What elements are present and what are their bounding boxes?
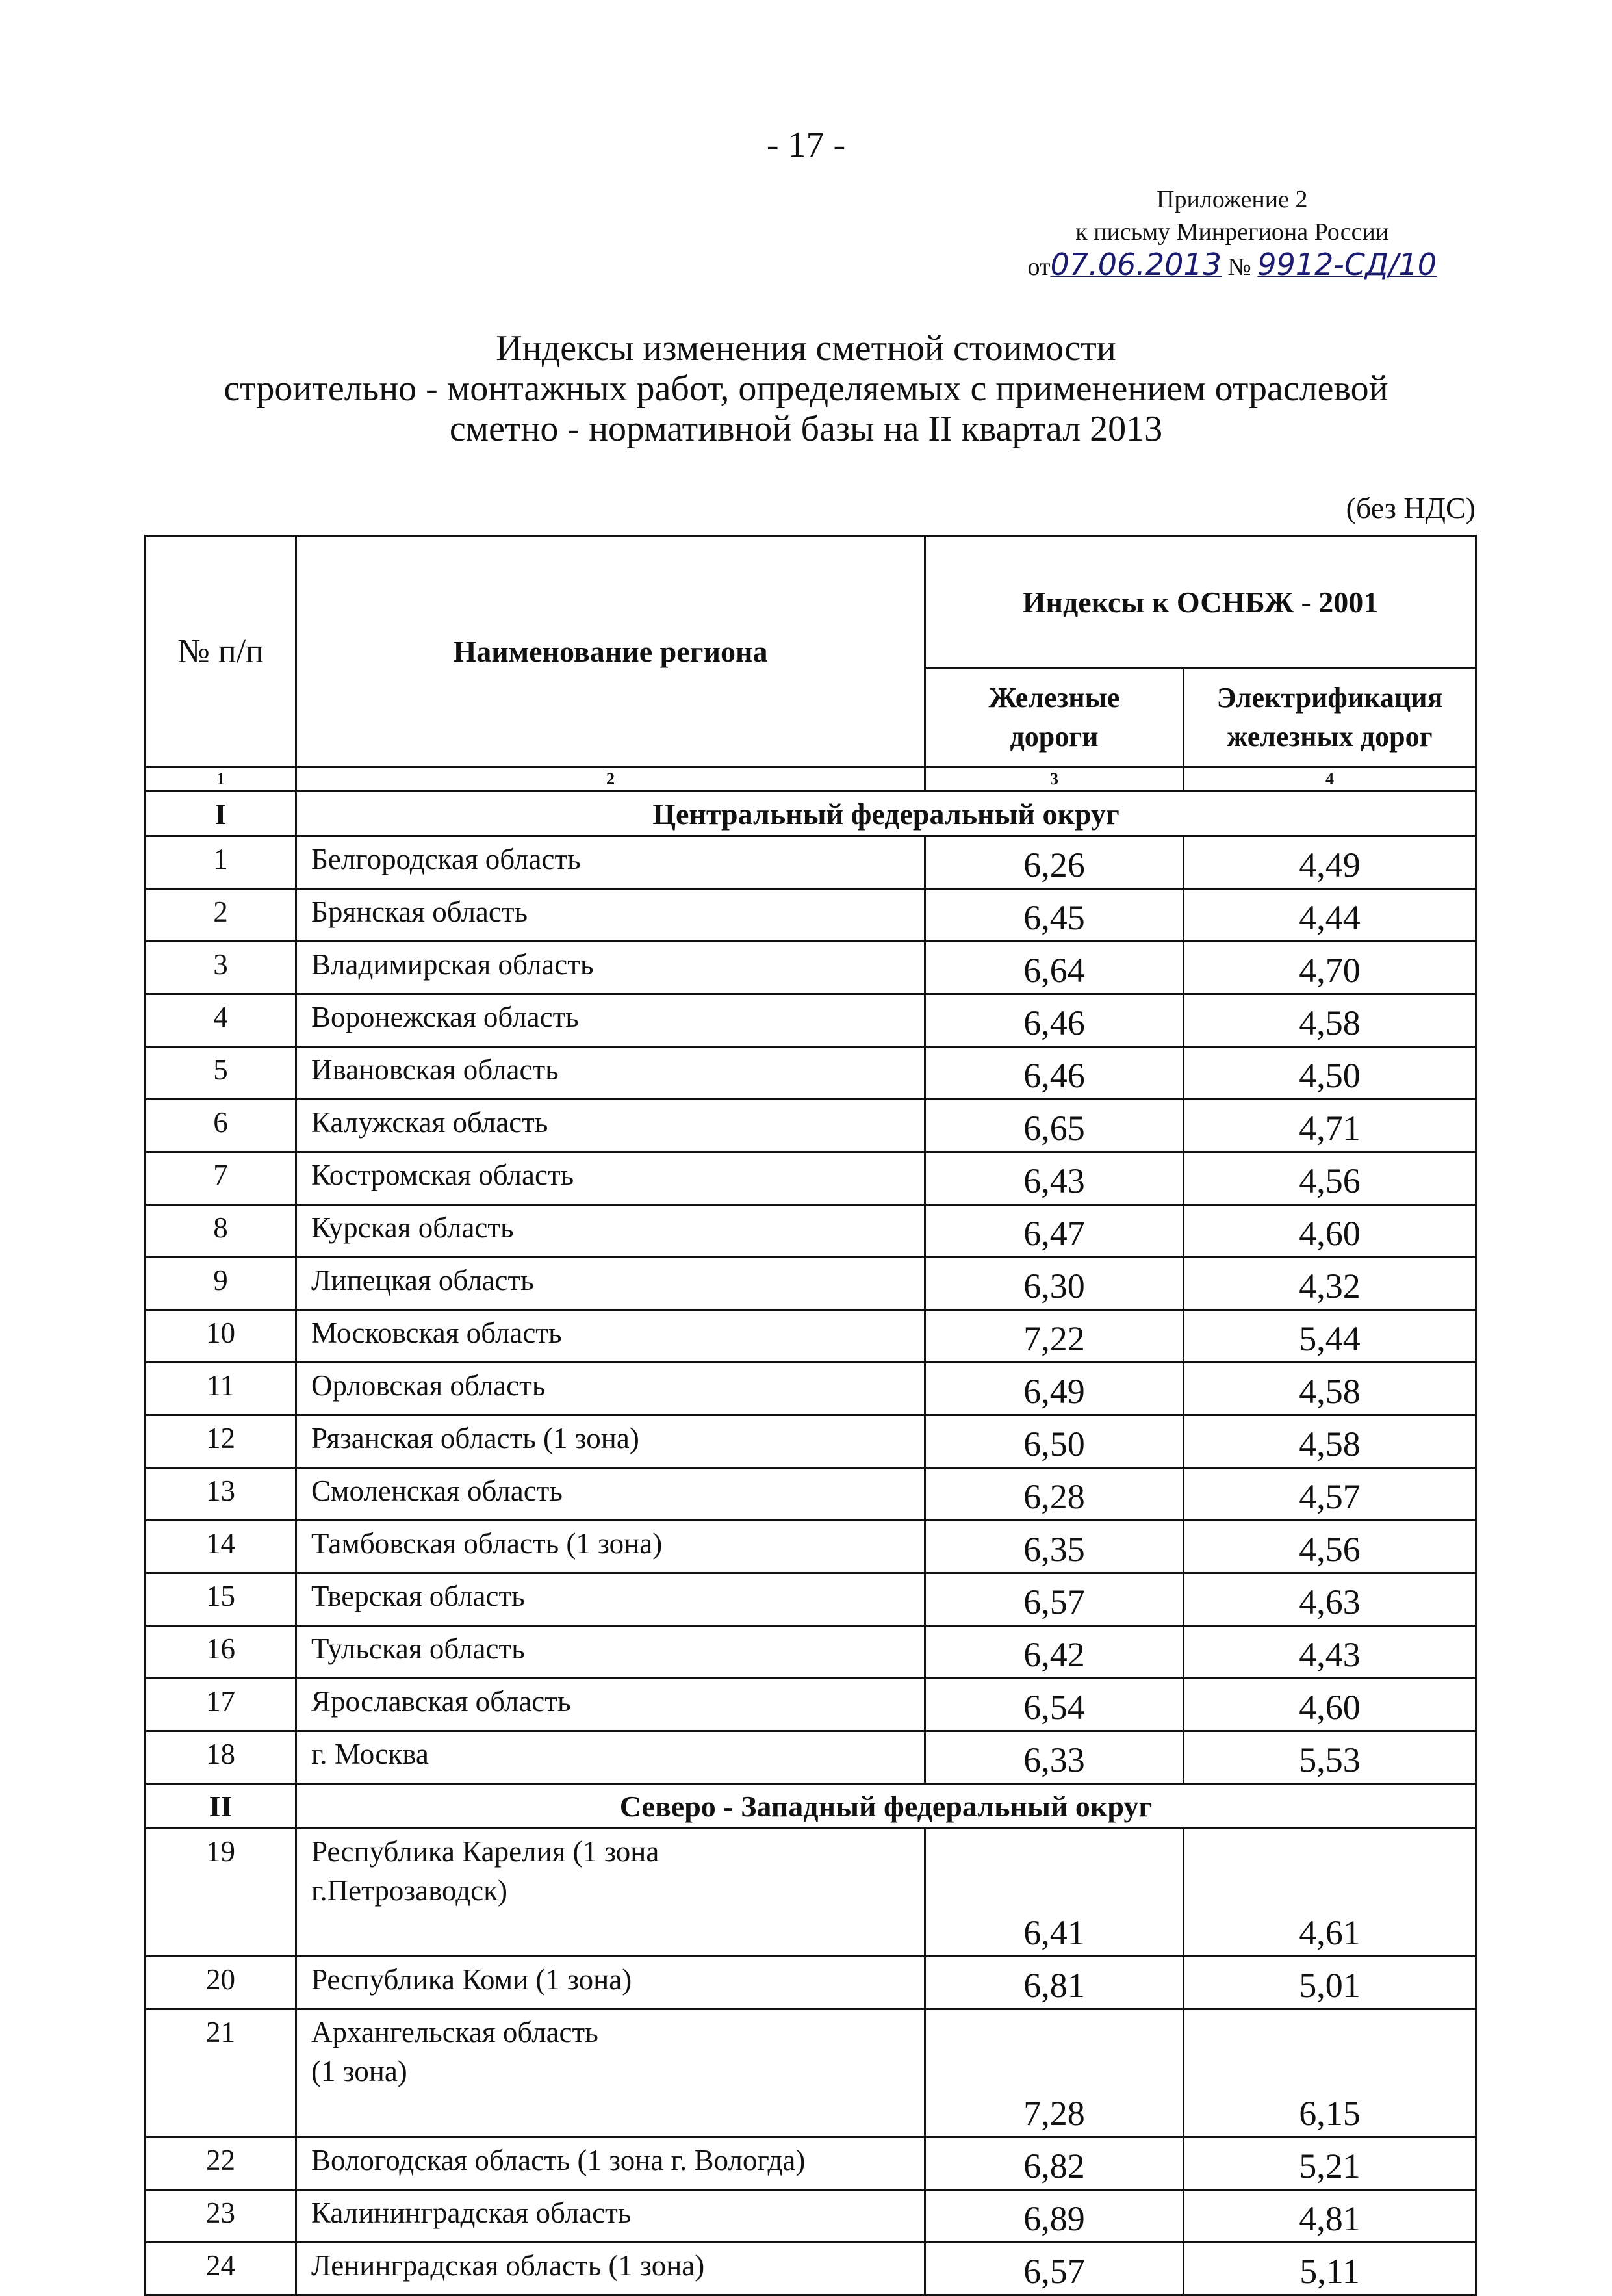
table-row — [146, 1205, 1476, 1258]
region-name-line-1: Республика Коми (1 зона) — [311, 1963, 632, 1996]
appendix-from-prefix: от — [1027, 253, 1051, 281]
region-name-line-1: Костромская область — [311, 1159, 574, 1191]
electrification-index: 4,57 — [1184, 1468, 1476, 1521]
region-name-line-1: Ивановская область — [311, 1053, 559, 1086]
electrification-index: 4,56 — [1184, 1152, 1476, 1205]
electrification-index: 4,43 — [1184, 1626, 1476, 1679]
header-railways-line-1: Железные — [988, 682, 1120, 714]
region-name-line-1: Ярославская область — [311, 1685, 571, 1718]
electrification-index: 4,63 — [1184, 1573, 1476, 1626]
row-number: 12 — [146, 1415, 296, 1468]
table-row — [146, 1363, 1476, 1415]
region-name — [296, 2009, 925, 2137]
region-name — [296, 1363, 925, 1415]
row-number: 17 — [146, 1679, 296, 1731]
table-body — [146, 792, 1476, 2295]
header-electrification — [1184, 668, 1476, 767]
table-row — [146, 1310, 1476, 1363]
appendix-number: 9912-СД/10 — [1257, 247, 1437, 282]
row-number: 14 — [146, 1521, 296, 1573]
region-name-line-1: Владимирская область — [311, 948, 594, 981]
region-name — [296, 889, 925, 942]
table-row — [146, 889, 1476, 942]
row-number: 16 — [146, 1626, 296, 1679]
row-number: 22 — [146, 2137, 296, 2190]
row-number: 13 — [146, 1468, 296, 1521]
appendix-date-line — [1027, 248, 1437, 283]
electrification-index: 6,15 — [1184, 2009, 1476, 2137]
electrification-index: 5,44 — [1184, 1310, 1476, 1363]
row-number: 23 — [146, 2190, 296, 2243]
region-name-line-1: Рязанская область (1 зона) — [311, 1422, 639, 1454]
electrification-index: 4,58 — [1184, 994, 1476, 1047]
district-number: II — [146, 1784, 296, 1829]
table-row — [146, 2243, 1476, 2295]
electrification-index: 5,11 — [1184, 2243, 1476, 2295]
table-row — [146, 2137, 1476, 2190]
table-row — [146, 1152, 1476, 1205]
region-name — [296, 836, 925, 889]
electrification-index: 4,70 — [1184, 942, 1476, 994]
header-region-name: Наименование региона — [296, 536, 925, 767]
region-name — [296, 1258, 925, 1310]
row-number: 8 — [146, 1205, 296, 1258]
railway-index: 6,64 — [925, 942, 1184, 994]
region-name-line-1: Брянская область — [311, 896, 528, 928]
header-electrification-line-1: Электрификация — [1216, 682, 1443, 714]
region-name-line-1: Тульская область — [311, 1632, 525, 1665]
table-row — [146, 1521, 1476, 1573]
table-row — [146, 1258, 1476, 1310]
railway-index: 6,46 — [925, 1047, 1184, 1100]
electrification-index: 4,56 — [1184, 1521, 1476, 1573]
region-name — [296, 1152, 925, 1205]
railway-index: 6,45 — [925, 889, 1184, 942]
region-name — [296, 1521, 925, 1573]
region-name-line-1: Воронежская область — [311, 1001, 579, 1033]
railway-index: 7,28 — [925, 2009, 1184, 2137]
header-index-group: Индексы к ОСНБЖ - 2001 — [925, 536, 1476, 668]
column-number: 3 — [925, 767, 1184, 792]
row-number: 6 — [146, 1100, 296, 1152]
region-name-line-1: Вологодская область (1 зона г. Вологда) — [311, 2144, 806, 2176]
region-name-line-1: Ленинградская область (1 зона) — [311, 2249, 705, 2282]
region-name — [296, 1957, 925, 2009]
region-name-line-1: Смоленская область — [311, 1475, 563, 1507]
region-name-line-1: Тверская область — [311, 1580, 525, 1612]
railway-index: 6,43 — [925, 1152, 1184, 1205]
table-row — [146, 1047, 1476, 1100]
railway-index: 6,28 — [925, 1468, 1184, 1521]
electrification-index: 5,21 — [1184, 2137, 1476, 2190]
row-number: 18 — [146, 1731, 296, 1784]
row-number: 1 — [146, 836, 296, 889]
document-title — [0, 328, 1612, 449]
electrification-index: 4,60 — [1184, 1679, 1476, 1731]
region-name — [296, 1731, 925, 1784]
district-name: Центральный федеральный округ — [296, 792, 1476, 836]
region-name — [296, 1310, 925, 1363]
railway-index: 6,33 — [925, 1731, 1184, 1784]
electrification-index: 5,53 — [1184, 1731, 1476, 1784]
row-number: 7 — [146, 1152, 296, 1205]
region-name-line-2: г.Петрозаводск) — [311, 1874, 507, 1907]
table-row — [146, 2009, 1476, 2137]
indices-table — [144, 535, 1477, 2296]
district-row — [146, 792, 1476, 836]
railway-index: 6,81 — [925, 1957, 1184, 2009]
title-line-1: Индексы изменения сметной стоимости — [496, 328, 1116, 368]
region-name — [296, 1626, 925, 1679]
appendix-label: Приложение 2 — [1157, 186, 1308, 213]
electrification-index: 4,81 — [1184, 2190, 1476, 2243]
railway-index: 6,30 — [925, 1258, 1184, 1310]
region-name — [296, 2137, 925, 2190]
region-name-line-2: (1 зона) — [311, 2055, 407, 2087]
region-name — [296, 994, 925, 1047]
electrification-index: 4,61 — [1184, 1829, 1476, 1957]
table-row — [146, 836, 1476, 889]
electrification-index: 4,32 — [1184, 1258, 1476, 1310]
region-name-line-1: Курская область — [311, 1211, 514, 1244]
region-name-line-1: Калининградская область — [311, 2197, 632, 2229]
region-name-line-1: Белгородская область — [311, 843, 581, 875]
column-number: 1 — [146, 767, 296, 792]
region-name — [296, 1047, 925, 1100]
region-name-line-1: Архангельская область — [311, 2016, 598, 2048]
appendix-letter-ref: к письму Минрегиона России — [1075, 218, 1389, 246]
appendix-date: 07.06.2013 — [1050, 247, 1222, 282]
railway-index: 6,26 — [925, 836, 1184, 889]
table-row — [146, 1829, 1476, 1957]
region-name — [296, 2190, 925, 2243]
row-number: 2 — [146, 889, 296, 942]
row-number: 9 — [146, 1258, 296, 1310]
region-name — [296, 942, 925, 994]
railway-index: 6,82 — [925, 2137, 1184, 2190]
electrification-index: 4,49 — [1184, 836, 1476, 889]
table-row — [146, 1573, 1476, 1626]
region-name — [296, 1829, 925, 1957]
row-number: 3 — [146, 942, 296, 994]
railway-index: 6,89 — [925, 2190, 1184, 2243]
table-row — [146, 1679, 1476, 1731]
region-name-line-1: Орловская область — [311, 1369, 546, 1402]
electrification-index: 4,58 — [1184, 1363, 1476, 1415]
electrification-index: 4,60 — [1184, 1205, 1476, 1258]
page-number: - 17 - — [766, 125, 846, 165]
column-number: 4 — [1184, 767, 1476, 792]
row-number: 11 — [146, 1363, 296, 1415]
region-name-line-1: Липецкая область — [311, 1264, 534, 1296]
region-name — [296, 1468, 925, 1521]
appendix-reference — [1027, 183, 1437, 283]
railway-index: 6,46 — [925, 994, 1184, 1047]
table-row — [146, 1468, 1476, 1521]
district-name: Северо - Западный федеральный округ — [296, 1784, 1476, 1829]
electrification-index: 4,44 — [1184, 889, 1476, 942]
column-number: 2 — [296, 767, 925, 792]
vat-note-text: (без НДС) — [1346, 491, 1476, 524]
header-railways-line-2: дороги — [1010, 721, 1099, 753]
railway-index: 6,65 — [925, 1100, 1184, 1152]
railway-index: 6,54 — [925, 1679, 1184, 1731]
table-row — [146, 1415, 1476, 1468]
region-name — [296, 1205, 925, 1258]
railway-index: 6,57 — [925, 1573, 1184, 1626]
row-number: 21 — [146, 2009, 296, 2137]
electrification-index: 4,50 — [1184, 1047, 1476, 1100]
district-number: I — [146, 792, 296, 836]
railway-index: 6,47 — [925, 1205, 1184, 1258]
railway-index: 6,50 — [925, 1415, 1184, 1468]
region-name — [296, 1573, 925, 1626]
region-name — [296, 2243, 925, 2295]
railway-index: 6,57 — [925, 2243, 1184, 2295]
railway-index: 7,22 — [925, 1310, 1184, 1363]
row-number: 10 — [146, 1310, 296, 1363]
region-name — [296, 1100, 925, 1152]
table-row — [146, 1957, 1476, 2009]
region-name — [296, 1415, 925, 1468]
header-number: № п/п — [146, 536, 296, 767]
header-railways — [925, 668, 1184, 767]
electrification-index: 5,01 — [1184, 1957, 1476, 2009]
title-line-3: сметно - нормативной базы на II квартал 2013 — [449, 409, 1163, 449]
table-row — [146, 1731, 1476, 1784]
table-row — [146, 2190, 1476, 2243]
region-name-line-1: Тамбовская область (1 зона) — [311, 1527, 663, 1560]
table-row — [146, 942, 1476, 994]
row-number: 19 — [146, 1829, 296, 1957]
region-name-line-1: Республика Карелия (1 зона — [311, 1835, 659, 1868]
table-row — [146, 994, 1476, 1047]
table-row — [146, 1100, 1476, 1152]
vat-note — [1346, 489, 1476, 528]
railway-index: 6,49 — [925, 1363, 1184, 1415]
region-name-line-1: Московская область — [311, 1317, 562, 1349]
table-row — [146, 1626, 1476, 1679]
railway-index: 6,42 — [925, 1626, 1184, 1679]
region-name — [296, 1679, 925, 1731]
appendix-number-sign: № — [1227, 253, 1251, 281]
row-number: 4 — [146, 994, 296, 1047]
electrification-index: 4,58 — [1184, 1415, 1476, 1468]
railway-index: 6,35 — [925, 1521, 1184, 1573]
title-line-2: строительно - монтажных работ, определяемых с применением отраслевой — [224, 368, 1388, 409]
row-number: 20 — [146, 1957, 296, 2009]
region-name-line-1: Калужская область — [311, 1106, 548, 1139]
row-number: 24 — [146, 2243, 296, 2295]
region-name-line-1: г. Москва — [311, 1738, 429, 1770]
railway-index: 6,41 — [925, 1829, 1184, 1957]
row-number: 15 — [146, 1573, 296, 1626]
header-electrification-line-2: железных дорог — [1227, 721, 1433, 753]
electrification-index: 4,71 — [1184, 1100, 1476, 1152]
district-row — [146, 1784, 1476, 1829]
row-number: 5 — [146, 1047, 296, 1100]
